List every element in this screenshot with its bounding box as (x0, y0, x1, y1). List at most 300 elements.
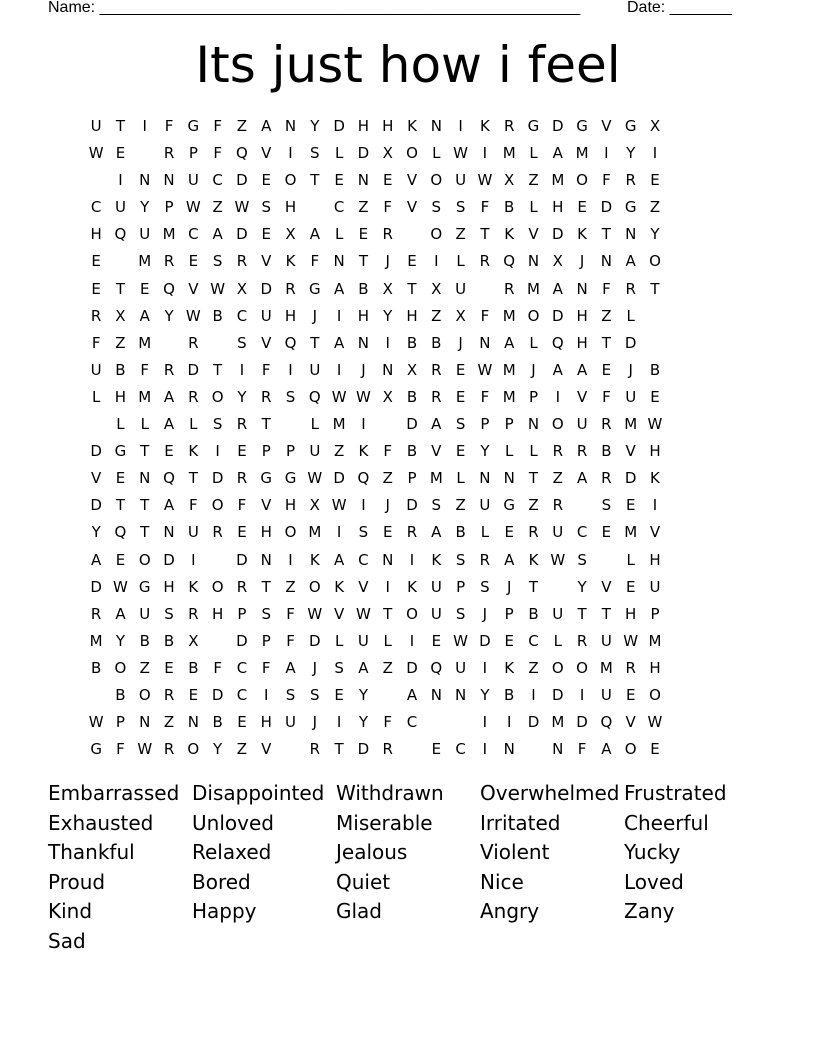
grid-letter: L (553, 631, 562, 650)
grid-letter: J (458, 333, 463, 352)
grid-letter: N (163, 523, 175, 542)
grid-letter: K (188, 577, 199, 596)
grid-letter: T (261, 577, 271, 596)
grid-letter: L (91, 387, 101, 406)
grid-letter: Z (358, 198, 369, 217)
grid-letter: Q (600, 713, 613, 732)
grid-letter: D (236, 171, 248, 190)
grid-letter: I (288, 360, 293, 379)
grid-letter: U (430, 577, 442, 596)
grid-letter: F (480, 306, 490, 325)
grid-letter: Q (551, 333, 564, 352)
grid-letter: K (504, 658, 515, 677)
grid-letter: A (333, 279, 345, 298)
grid-letter: O (284, 523, 297, 542)
grid-row (84, 574, 744, 601)
date-field: Date: _______ (627, 0, 732, 16)
grid-letter: E (601, 523, 612, 542)
grid-letter: R (625, 279, 636, 298)
grid-letter: M (502, 387, 516, 406)
grid-letter: T (188, 469, 198, 488)
grid-letter: E (382, 523, 393, 542)
grid-letter: W (113, 577, 128, 596)
grid-letter: U (552, 604, 564, 623)
word-list-item: Overwhelmed (480, 781, 620, 805)
grid-letter: K (504, 225, 515, 244)
grid-letter: L (456, 469, 465, 488)
grid-letter: N (139, 469, 151, 488)
grid-letter: O (284, 171, 297, 190)
grid-letter: E (625, 577, 636, 596)
grid-letter: T (310, 171, 320, 190)
grid-letter: J (361, 360, 366, 379)
grid-letter: R (163, 360, 175, 379)
grid-letter: F (91, 333, 101, 352)
grid-row (84, 248, 744, 275)
grid-letter: O (211, 496, 224, 515)
grid-letter: B (504, 198, 515, 217)
grid-letter: M (599, 658, 613, 677)
word-list-item: Yucky (624, 840, 681, 865)
grid-letter: B (431, 333, 442, 352)
grid-letter: E (382, 171, 393, 190)
grid-letter: G (138, 577, 151, 596)
grid-letter: V (261, 144, 272, 163)
grid-letter: F (164, 117, 174, 135)
grid-letter: I (604, 144, 609, 163)
grid-letter: Q (308, 387, 321, 406)
grid-letter: J (531, 360, 536, 379)
grid-letter: R (503, 279, 515, 298)
word-list-item: Disappointed (192, 781, 325, 805)
word-list-item: Happy (192, 899, 257, 924)
grid-letter: Q (503, 252, 516, 271)
grid-letter: Y (577, 577, 587, 596)
grid-letter (424, 709, 448, 736)
grid-letter: R (163, 740, 175, 759)
grid-letter (84, 411, 108, 438)
grid-letter: U (260, 306, 272, 325)
grid-letter: P (407, 469, 417, 488)
grid-letter: Q (114, 225, 127, 244)
grid-letter: L (334, 225, 344, 244)
grid-letter: R (479, 252, 491, 271)
grid-letter: W (331, 496, 347, 515)
grid-letter: G (284, 469, 297, 488)
grid-letter: V (358, 577, 369, 596)
grid-letter: A (333, 333, 345, 352)
grid-letter: K (188, 442, 199, 461)
grid-letter: S (455, 550, 466, 569)
grid-letter: J (628, 360, 633, 379)
word-list-item: Violent (480, 840, 550, 865)
grid-letter (521, 736, 545, 763)
grid-letter: N (527, 252, 540, 271)
grid-letter: Y (310, 117, 320, 135)
grid-letter: Z (382, 469, 393, 488)
grid-letter: X (188, 631, 199, 650)
grid-letter: U (139, 225, 151, 244)
grid-row (84, 194, 744, 221)
grid-letter: N (260, 550, 272, 569)
grid-letter: L (383, 631, 392, 650)
grid-letter: D (576, 713, 588, 732)
grid-letter: D (357, 740, 370, 759)
grid-letter: U (552, 523, 564, 542)
grid-letter: Z (528, 171, 539, 190)
grid-letter: G (114, 442, 127, 461)
grid-letter: U (600, 685, 612, 704)
grid-letter: Y (237, 387, 247, 406)
grid-letter: D (187, 360, 200, 379)
grid-letter: A (333, 550, 345, 569)
grid-letter: F (261, 658, 271, 677)
grid-letter: D (90, 442, 102, 461)
grid-letter: M (138, 252, 152, 271)
grid-letter: H (260, 523, 272, 542)
grid-letter: Q (430, 658, 443, 677)
grid-letter: C (358, 550, 369, 569)
grid-letter: T (310, 333, 320, 352)
grid-letter: K (407, 117, 417, 135)
grid-row (84, 303, 744, 330)
grid-letter: E (577, 198, 587, 217)
grid-letter: F (602, 279, 611, 298)
grid-letter: R (188, 604, 199, 623)
grid-letter: R (188, 333, 199, 352)
grid-letter: R (90, 604, 102, 623)
grid-letter: I (361, 496, 366, 515)
grid-letter: U (285, 713, 297, 732)
grid-letter: M (89, 631, 103, 650)
grid-letter (278, 736, 302, 763)
grid-letter: R (90, 306, 102, 325)
grid-letter: C (455, 740, 466, 759)
grid-letter: C (90, 198, 102, 217)
grid-letter: Z (528, 658, 539, 677)
grid-letter: Z (236, 740, 248, 759)
grid-letter: E (625, 685, 636, 704)
grid-letter: E (650, 387, 660, 406)
grid-letter: O (624, 740, 637, 759)
grid-letter: T (115, 496, 126, 515)
grid-letter: A (406, 685, 418, 704)
grid-letter: O (430, 225, 443, 244)
grid-letter: E (237, 442, 247, 461)
grid-letter: B (163, 631, 175, 650)
grid-letter: P (504, 415, 514, 434)
grid-letter: Z (431, 306, 442, 325)
word-list-item: Loved (624, 869, 684, 894)
grid-letter: U (649, 577, 661, 596)
grid-letter: H (284, 306, 297, 325)
grid-letter: O (406, 604, 418, 623)
grid-letter: G (576, 117, 588, 135)
grid-letter: U (90, 117, 102, 135)
grid-letter: R (188, 387, 199, 406)
grid-letter: U (90, 360, 102, 379)
grid-letter: P (261, 631, 271, 650)
grid-letter: S (164, 604, 174, 623)
grid-letter: N (430, 685, 442, 704)
grid-letter: O (308, 577, 321, 596)
grid-letter: N (454, 685, 467, 704)
grid-letter: L (626, 550, 635, 569)
grid-letter: X (406, 360, 418, 379)
grid-letter: I (579, 685, 585, 704)
grid-letter: I (409, 631, 415, 650)
word-list-item: Cheerful (624, 810, 709, 835)
grid-row (84, 736, 744, 763)
grid-row (84, 438, 744, 465)
grid-row (84, 465, 744, 492)
grid-letter: P (261, 442, 271, 461)
grid-letter: F (189, 496, 198, 515)
grid-letter: E (188, 252, 199, 271)
grid-letter: M (551, 713, 565, 732)
grid-letter: D (211, 685, 224, 704)
grid-letter: Q (236, 144, 248, 163)
grid-letter: O (406, 144, 418, 163)
grid-letter: W (88, 713, 104, 732)
grid-letter: E (261, 171, 271, 190)
grid-letter: B (406, 387, 418, 406)
grid-letter: I (555, 387, 560, 406)
grid-letter: F (140, 360, 150, 379)
grid-letter: D (552, 685, 564, 704)
word-list-item: Zany (624, 899, 675, 924)
grid-letter: W (185, 198, 201, 217)
word-list (48, 779, 768, 957)
word-list-item: Irritated (480, 810, 561, 835)
word-list-item: Sad (48, 928, 86, 953)
grid-letter: T (650, 279, 660, 298)
grid-letter: P (286, 442, 296, 461)
grid-letter (205, 628, 229, 655)
grid-letter: I (288, 550, 293, 569)
grid-letter: D (624, 469, 637, 488)
grid-letter: W (88, 144, 104, 163)
grid-letter: D (552, 225, 564, 244)
grid-letter: H (552, 198, 564, 217)
grid-letter: X (382, 144, 393, 163)
grid-letter: T (115, 117, 126, 135)
grid-letter: X (431, 279, 442, 298)
grid-row (84, 167, 744, 194)
grid-letter: S (577, 550, 587, 569)
grid-letter: F (383, 198, 393, 217)
grid-letter: M (551, 171, 565, 190)
grid-letter (278, 411, 302, 438)
grid-letter: W (137, 740, 153, 759)
grid-letter (400, 736, 424, 763)
word-list-item: Bored (192, 869, 251, 894)
grid-letter: O (430, 171, 443, 190)
grid-letter: Z (455, 496, 466, 515)
grid-letter: X (649, 117, 661, 135)
grid-letter: Z (528, 496, 539, 515)
grid-letter: W (234, 198, 250, 217)
grid-letter (84, 167, 108, 194)
grid-letter: S (310, 144, 320, 163)
grid-letter: S (358, 523, 369, 542)
grid-letter: A (552, 144, 563, 163)
grid-letter: V (91, 469, 102, 488)
grid-letter (303, 194, 327, 221)
grid-letter: S (334, 658, 344, 677)
grid-letter: L (116, 415, 125, 434)
grid-letter: N (163, 171, 175, 190)
grid-letter: A (625, 252, 636, 271)
grid-letter: T (140, 523, 150, 542)
grid-letter: H (211, 604, 224, 623)
grid-letter: W (355, 604, 371, 623)
page-title: Its just how i feel (195, 36, 621, 94)
grid-letter: L (529, 442, 538, 461)
grid-letter: R (625, 658, 636, 677)
grid-letter: N (503, 469, 515, 488)
grid-letter: J (385, 252, 390, 271)
grid-letter: V (406, 198, 418, 217)
grid-letter: X (504, 171, 515, 190)
grid-letter: C (236, 685, 248, 704)
grid-letter: L (529, 333, 538, 352)
grid-letter: B (212, 306, 223, 325)
grid-letter: E (115, 550, 126, 569)
grid-letter: B (406, 333, 418, 352)
grid-letter: E (625, 496, 636, 515)
grid-letter: I (239, 360, 245, 379)
grid-letter: T (334, 740, 344, 759)
grid-letter: D (236, 550, 248, 569)
grid-letter: T (601, 604, 611, 623)
grid-letter: W (307, 604, 323, 623)
grid-letter: K (407, 577, 417, 596)
grid-letter: X (285, 225, 296, 244)
grid-letter: B (188, 658, 199, 677)
grid-letter: W (307, 469, 323, 488)
grid-letter: W (647, 713, 663, 732)
grid-letter: F (261, 360, 271, 379)
grid-letter: M (527, 279, 540, 298)
grid-letter: B (139, 631, 150, 650)
grid-letter: I (215, 442, 220, 461)
grid-letter: O (138, 550, 151, 569)
grid-letter: A (139, 306, 150, 325)
grid-row (84, 709, 744, 736)
grid-letter: S (310, 685, 320, 704)
grid-letter: T (140, 496, 150, 515)
word-list-item: Thankful (48, 840, 135, 865)
grid-letter: I (409, 550, 415, 569)
grid-letter: R (406, 523, 418, 542)
grid-letter: V (625, 713, 636, 732)
grid-letter: L (334, 631, 344, 650)
grid-letter: L (140, 415, 149, 434)
grid-letter: I (336, 713, 342, 732)
grid-letter (570, 492, 594, 519)
grid-letter: E (115, 469, 126, 488)
grid-letter: E (504, 523, 514, 542)
grid-letter: D (624, 333, 637, 352)
grid-letter: U (576, 415, 588, 434)
grid-letter: J (312, 306, 318, 325)
grid-letter: S (455, 604, 466, 623)
grid-letter: N (382, 550, 394, 569)
grid-letter: R (601, 469, 612, 488)
grid-row (84, 492, 744, 519)
grid-letter: Y (650, 225, 660, 244)
grid-letter (376, 411, 400, 438)
grid-letter: I (652, 496, 658, 515)
grid-letter: M (502, 144, 516, 163)
word-list-item: Withdrawn (336, 781, 444, 805)
grid-letter: E (407, 252, 417, 271)
grid-letter: K (431, 550, 442, 569)
grid-letter: D (552, 306, 564, 325)
grid-letter: R (479, 550, 491, 569)
grid-letter: A (163, 496, 175, 515)
grid-letter: Z (552, 469, 563, 488)
grid-letter: R (431, 360, 442, 379)
grid-letter: W (550, 550, 566, 569)
grid-letter: F (310, 252, 320, 271)
grid-letter: X (455, 306, 466, 325)
word-list-item: Frustrated (624, 781, 727, 805)
grid-letter: Y (164, 306, 174, 325)
grid-letter: A (163, 387, 175, 406)
grid-letter: M (648, 631, 662, 650)
grid-letter: M (308, 523, 322, 542)
grid-letter: V (261, 496, 272, 515)
grid-letter (643, 303, 667, 330)
grid-letter: M (575, 144, 589, 163)
grid-letter: W (453, 144, 469, 163)
grid-letter: E (504, 631, 514, 650)
grid-letter: E (334, 685, 344, 704)
grid-letter: F (213, 658, 222, 677)
grid-letter: T (577, 604, 587, 623)
grid-letter: Q (284, 333, 297, 352)
grid-letter: L (505, 442, 514, 461)
grid-letter: R (503, 117, 515, 135)
grid-letter: I (385, 333, 390, 352)
grid-letter: L (189, 415, 198, 434)
grid-letter: R (382, 225, 393, 244)
word-list-item: Kind (48, 899, 93, 924)
grid-letter (108, 248, 132, 275)
word-list-item: Exhausted (48, 810, 154, 835)
grid-letter: S (285, 685, 296, 704)
grid-row (84, 384, 744, 411)
grid-letter: O (551, 658, 564, 677)
grid-letter: T (407, 279, 417, 298)
grid-letter: Y (480, 442, 490, 461)
grid-letter: L (456, 252, 465, 271)
grid-letter: J (385, 496, 390, 515)
grid-letter: F (602, 387, 611, 406)
grid-letter: Z (212, 198, 223, 217)
grid-letter: F (116, 740, 125, 759)
grid-letter: C (333, 198, 345, 217)
grid-letter: B (212, 713, 223, 732)
grid-letter: E (261, 225, 271, 244)
grid-letter: B (455, 523, 466, 542)
grid-letter: E (455, 442, 466, 461)
word-list-item: Glad (336, 899, 383, 924)
grid-letter: N (527, 415, 540, 434)
grid-letter: R (382, 740, 393, 759)
